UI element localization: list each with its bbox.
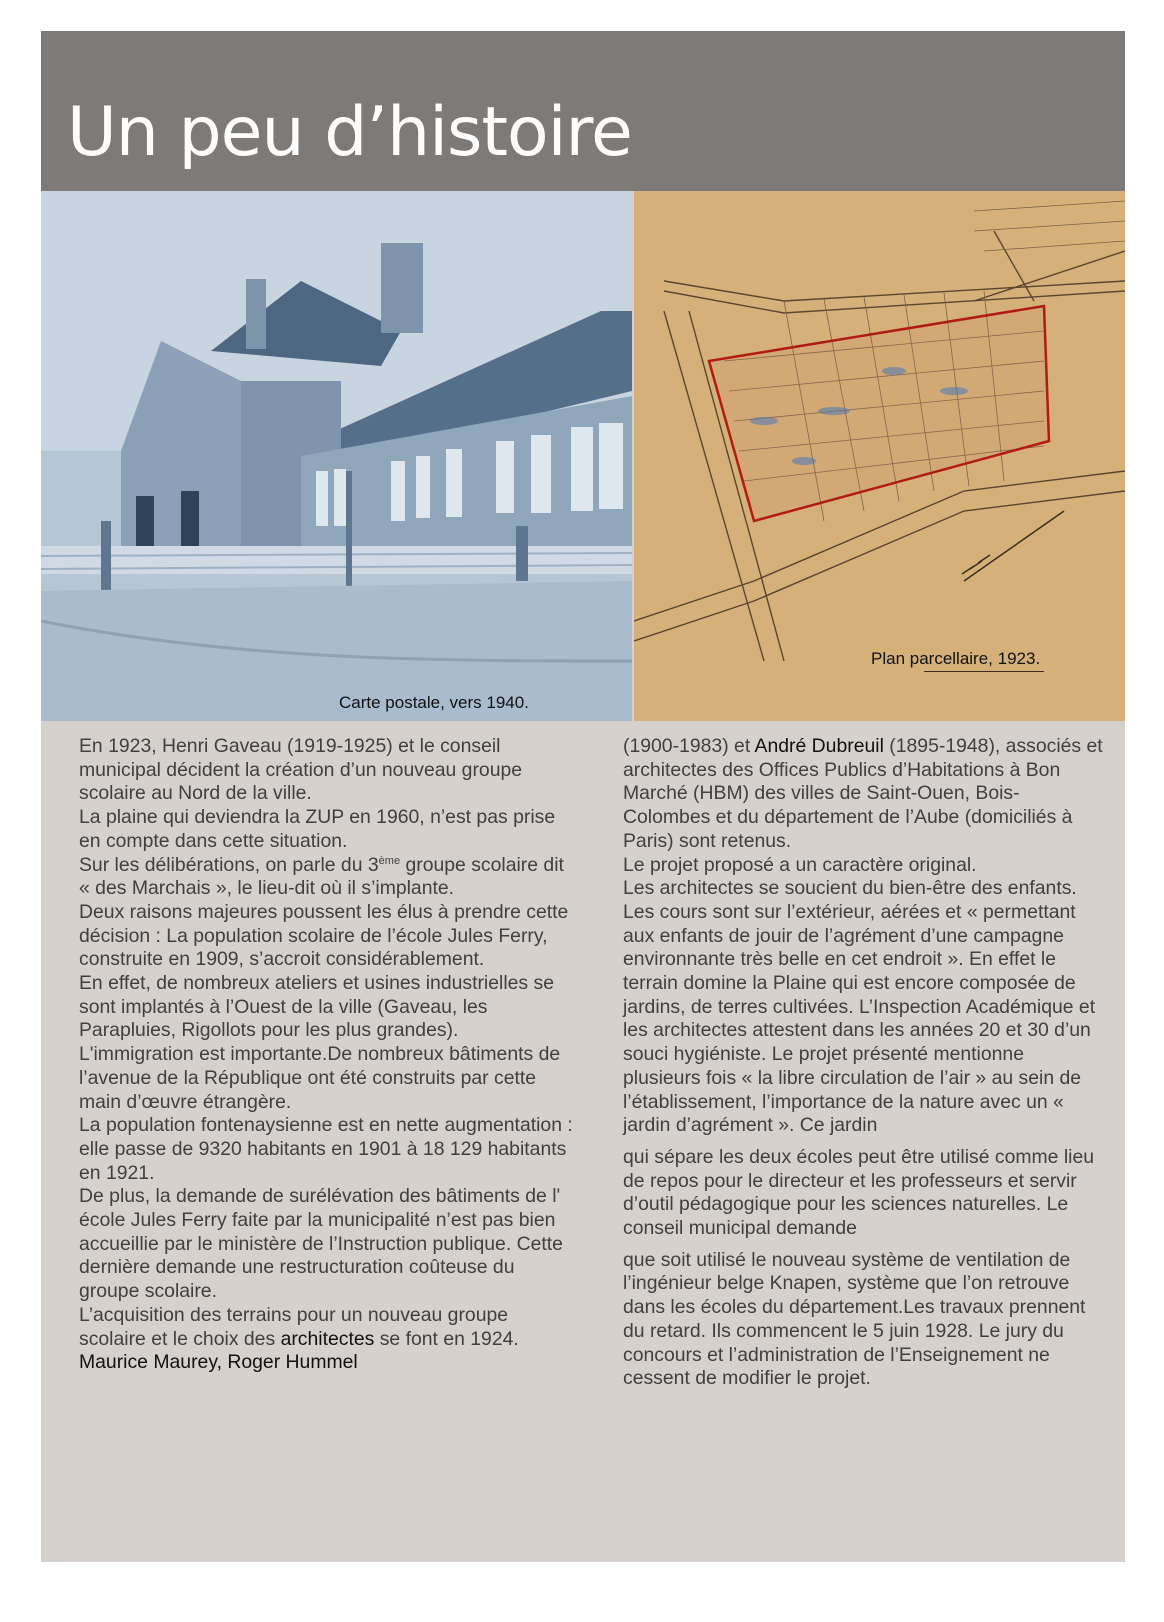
paragraph: L'immigration est importante.De nombreux bâtiments de l’avenue de la République ont été construits par cette main d’œuvre étrangère. [79,1043,561,1113]
paragraph: De plus, la demande de surélévation des bâtiments de l' école Jules Ferry faite par la municipalité n’est pas bien accueillie par le ministère de l’Instruction publique. Cette dernière demande une restructuration coûteuse du groupe scolaire. [79,1185,563,1303]
paragraph: qui sépare les deux écoles peut être utilisé comme lieu de repos pour le directeur et les professeurs et servir d’outil pédagogique pour les sciences naturelles. Le conseil municipal demande [623,1145,1095,1240]
paragraph: En 1923, Henri Gaveau (1919-1925) et le conseil municipal décident la création d’un nouveau groupe scolaire au Nord de la ville. [79,735,523,805]
paragraph: L’acquisition des terrains pour un nouveau groupe scolaire et le choix des architectes se font en 1924. Maurice Maurey, Roger Hummel [79,1303,519,1374]
paragraph: Deux raisons majeures poussent les élus à prendre cette décision : La population scolaire de l’école Jules Ferry, construite en 1909, s’accroit considérablement. [79,900,569,971]
paragraph: La population fontenaysienne est en nette augmentation : elle passe de 9320 habitants en 1901 à 18 129 habitants en 1921. [79,1114,573,1184]
text-column-right [623,735,1103,1391]
paragraph: En effet, de nombreux ateliers et usines industrielles se sont implantés à l’Ouest de la ville (Gaveau, les Parapluies, Rigollots pour les plus grandes). [79,972,554,1042]
postcard-image [41,191,632,721]
paragraph: Le projet proposé a un caractère original. [623,853,977,876]
paragraph: La plaine qui deviendra la ZUP en 1960, n’est pas prise en compte dans cette situation. [79,806,556,852]
plan-image [634,191,1125,721]
page-title: Un peu d’histoire [67,93,632,172]
header-banner [41,31,1125,191]
plan-caption: Plan parcellaire, 1923. [871,649,1041,668]
postcard-caption: Carte postale, vers 1940. [339,693,529,712]
paragraph: Les architectes se soucient du bien-être des enfants. Les cours sont sur l’extérieur, aérées et « permettant aux enfants de jouir de l’agrément d’une campagne environnante très belle en cet endroit ». En effet le terrain domine la Plaine qui est encore composée de jardins, de terres cultivées. L’Inspection Académique et les architectes attestent dans les années 20 et 30 d’un souci hygiéniste. Le projet présenté mentionne plusieurs fois « la libre circulation de l’air » au sein de l’établissement, l’importance de la nature avec un « jardin d’agrément ». Ce jardin [623,877,1096,1137]
paragraph: (1900-1983) et André Dubreuil (1895-1948), associés et architectes des Offices Publics d’Habitations à Bon Marché (HBM) des villes de Saint-Ouen, Bois-Colombes et du département de l’Aube (domiciliés à Paris) sont retenus. [623,735,1103,852]
paragraph: que soit utilisé le nouveau système de ventilation de l’ingénieur belge Knapen, système que l’on retrouve dans les écoles du département.Les travaux prennent du retard. Ils commencent le 5 juin 1928. Le jury du concours et l’administration de l’Enseignement ne cessent de modifier le projet. [623,1248,1086,1390]
paragraph: Sur les délibérations, on parle du 3ème groupe scolaire dit « des Marchais », le lieu-dit où il s’implante. [79,853,564,900]
text-column-left [79,735,574,1375]
